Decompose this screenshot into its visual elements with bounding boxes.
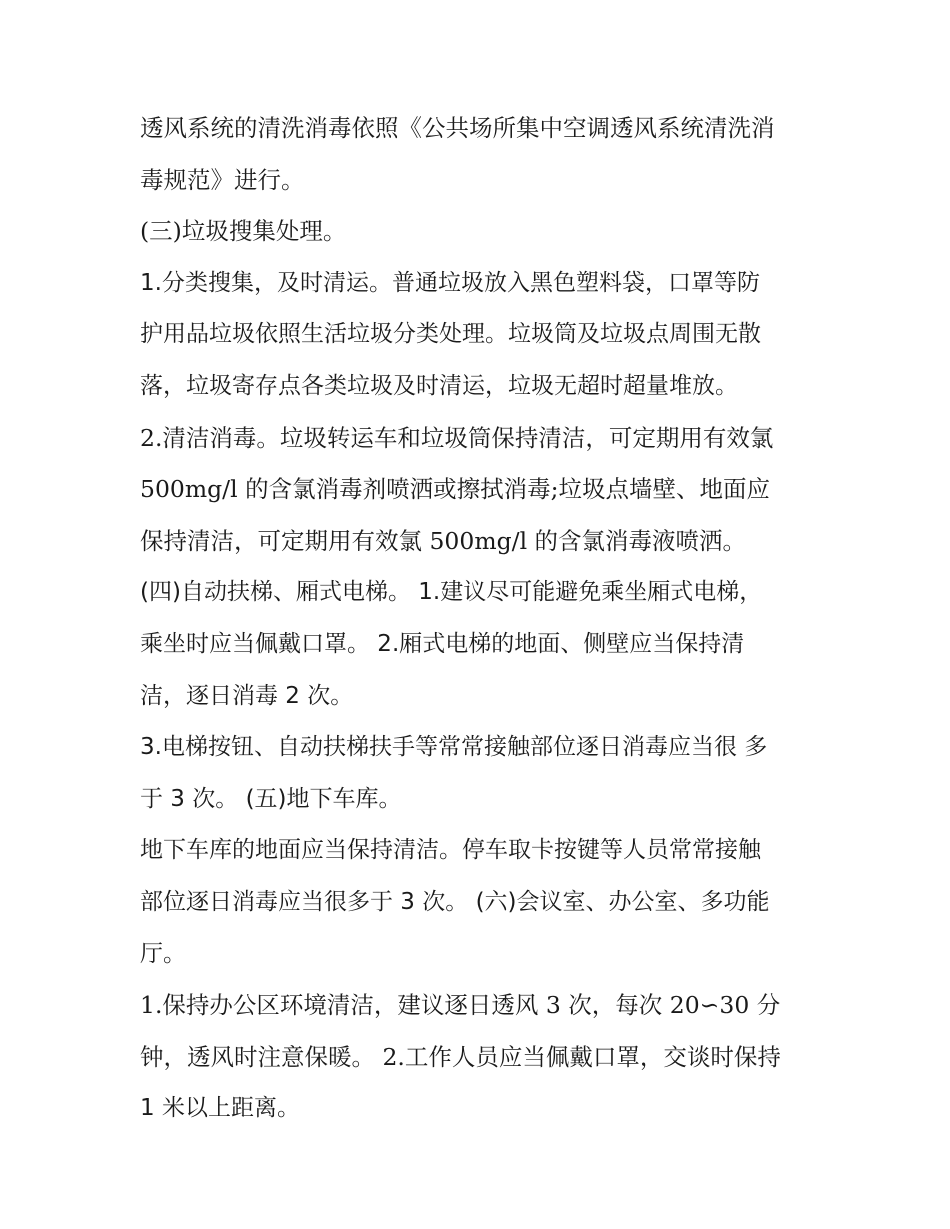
text-line: 1 米以上距离。 [140,1095,300,1122]
text-line: 保持清洁，可定期用有效氯 500mg/l 的含氯消毒液喷洒。 [140,526,747,555]
text-line: 洁，逐日消毒 2 次。 [140,682,354,709]
document-body [140,103,820,1135]
section-heading: (三)垃圾搜集处理。 [140,217,347,246]
text-line: 500mg/l 的含氯消毒剂喷洒或擦拭消毒;垃圾点墙壁、地面应 [140,475,771,504]
text-line: 2.清洁消毒。垃圾转运车和垃圾筒保持清洁，可定期用有效氯 [140,423,774,452]
text-line: 透风系统的清洗消毒依照《公共场所集中空调透风系统清洗消 [140,114,775,142]
text-line: 1.分类搜集，及时清运。普通垃圾放入黑色塑料袋，口罩等防 [140,269,760,296]
text-line: 3.电梯按钮、自动扶梯扶手等常常接触部位逐日消毒应当很 多 [140,734,768,761]
text-line: 地下车库的地面应当保持清洁。停车取卡按键等人员常常接触 [140,837,761,864]
text-line: 厅。 [140,940,186,967]
text-line: 1.保持办公区环境清洁，建议逐日透风 3 次，每次 20∽30 分 [140,991,781,1020]
section-heading: 部位逐日消毒应当很多于 3 次。 (六)会议室、办公室、多功能 [140,888,770,915]
text-line: 钟，透风时注意保暖。 2.工作人员应当佩戴口罩，交谈时保持 [140,1042,781,1071]
text-line: 乘坐时应当佩戴口罩。 2.厢式电梯的地面、侧壁应当保持清 [140,630,745,657]
text-line: 护用品垃圾依照生活垃圾分类处理。垃圾筒及垃圾点周围无散 [140,321,761,348]
text-line: 落，垃圾寄存点各类垃圾及时清运，垃圾无超时超量堆放。 [140,372,738,399]
text-line: 毒规范》进行。 [140,165,305,194]
section-heading: 于 3 次。 (五)地下车库。 [140,785,402,812]
section-heading: (四)自动扶梯、厢式电梯。 1.建议尽可能避免乘坐厢式电梯， [140,579,763,606]
